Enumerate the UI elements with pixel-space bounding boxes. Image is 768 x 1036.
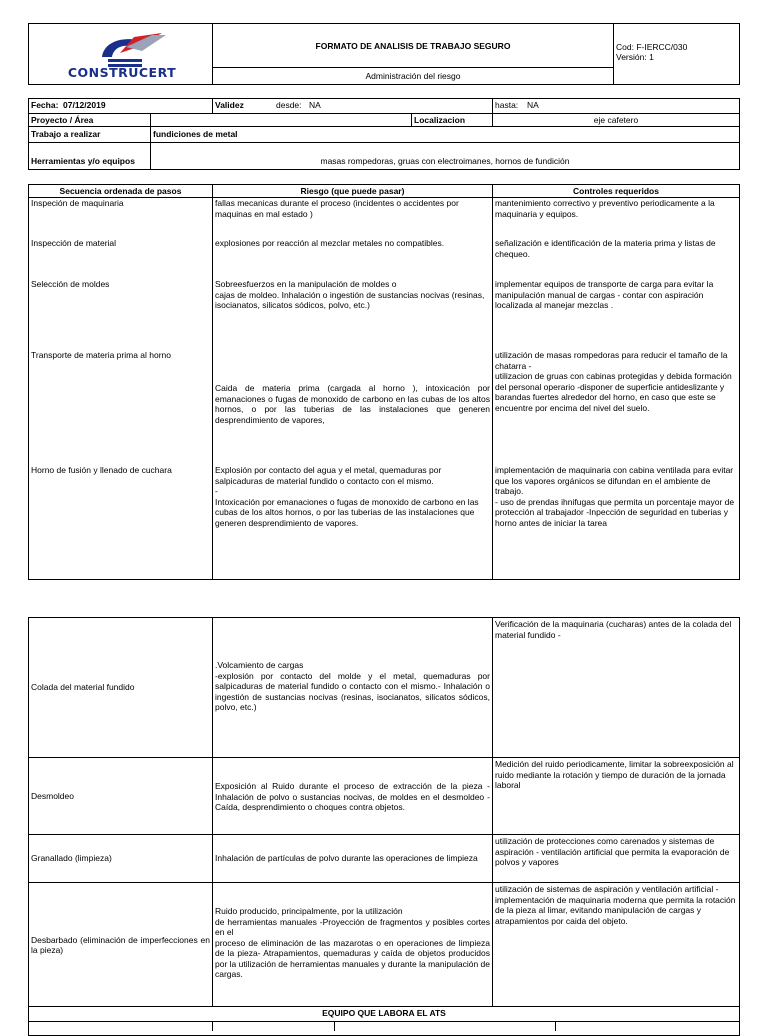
table-row-risk: explosiones por reacción al mezclar metales no compatibles. bbox=[215, 238, 445, 248]
table-row-risk: Caida de materia prima (cargada al horno ), intoxicación por emanaciones o fugas de monoxido de carbono en las cubas de los altos hornos, o por las tuberias de las instalaciones que generen desprendimiento de vapores, bbox=[215, 383, 490, 425]
table-row-step: Desbarbado (eliminación de imperfecciones en la pieza) bbox=[31, 934, 210, 955]
col-header-steps: Secuencia ordenada de pasos bbox=[59, 186, 182, 196]
table-row-risk: Inhalación de partículas de polvo durante las operaciones de limpieza bbox=[215, 853, 478, 864]
table-row-risk: fallas mecanicas durante el proceso (incidentes o accidentes por maquinas en mal estado ) bbox=[215, 198, 459, 219]
table-row-step: Granallado (limpieza) bbox=[31, 853, 112, 864]
table-row-step: Horno de fusión y llenado de cuchara bbox=[31, 465, 172, 475]
desde-label: desde: bbox=[276, 100, 302, 110]
table-row-controls: mantenimiento correctivo y preventivo periodicamente a la maquinaria y equipos. bbox=[495, 198, 715, 219]
document-version: Versión: 1 bbox=[616, 52, 654, 62]
localizacion-value: eje cafetero bbox=[593, 115, 639, 125]
table-row-risk: Exposición al Ruido durante el proceso de extracción de la pieza - Inhalación de polvo o sustancias nocivas, de moldes en el desmoldeo - Caída, desprendimiento o choques contra objetos. bbox=[215, 781, 490, 812]
table-row-controls: utilización de masas rompedoras para reducir el tamaño de la chatarra - utilizacion de gruas con cabinas protegidas y debida formación del personal operario -disponer de superficie antideslizante y barandas fuertes alrededor del horno, en caso que este se encuentre por encima del nivel del suelo. bbox=[495, 350, 732, 413]
hasta-value: NA bbox=[527, 100, 539, 110]
table-row-controls: señalización e identificación de la materia prima y listas de chequeo. bbox=[495, 238, 716, 259]
equipo-title: EQUIPO QUE LABORA EL ATS bbox=[322, 1008, 446, 1018]
document-subtitle: Administración del riesgo bbox=[365, 71, 461, 81]
document-title: FORMATO DE ANALISIS DE TRABAJO SEGURO bbox=[315, 41, 511, 51]
table-row-controls: utilización de protecciones como carenados y sistemas de aspiración - ventilación artificial que permita la evaporación de polvos y vapores bbox=[495, 836, 730, 867]
fecha-value: 07/12/2019 bbox=[63, 100, 106, 110]
herramientas-label: Herramientas y/o equipos bbox=[31, 156, 135, 166]
col-header-controls: Controles requeridos bbox=[573, 186, 659, 196]
fecha-label: Fecha: bbox=[31, 100, 59, 110]
table-row-risk: .Volcamiento de cargas -explosión por contacto del molde y el metal, quemaduras por salpicaduras de material fundido o contacto con el mismo.- Inhalación o ingestión de sustancias nocivas (resinas, isocianatos, silicatos sódicos, polvo, etc.) bbox=[215, 660, 490, 712]
herramientas-value: masas rompedoras, gruas con electroimanes, hornos de fundición bbox=[320, 156, 570, 166]
col-header-risk: Riesgo (que puede pasar) bbox=[300, 186, 405, 196]
table-row-step: Inspeción de maquinaria bbox=[31, 198, 124, 208]
validez-label: Validez bbox=[215, 100, 244, 110]
table-row-risk: Ruido producido, principalmente, por la utilización de herramientas manuales -Proyección de fragmentos y posibles cortes en el proceso de eliminación de las mazarotas o en operaciones de limpieza de la pieza- Atrapamientos, quemaduras y caída de objetos producidos por la utilización de herramientas manuales y durante la manipulación de cargas. bbox=[215, 906, 490, 979]
table-row-risk: Explosión por contacto del agua y el metal, quemaduras por salpicaduras de material fundido o contacto con el mismo. - Intoxicación por emanaciones o fugas de monoxido de carbono en las cubas de los altos hornos, o por las tuberias de las instalaciones que generen desprendimiento de vapores. bbox=[215, 465, 479, 528]
logo-text: CONSTRUCERT bbox=[67, 65, 177, 80]
table-row-step: Desmoldeo bbox=[31, 790, 74, 801]
table-row-controls: utilización de sistemas de aspiración y ventilación artificial - implementación de maquinaria moderna que permita la rotación de la pieza al limar, evitando manipulación de cargas y atrapamientos por caida del objeto. bbox=[495, 884, 736, 926]
table-row-step: Transporte de materia prima al horno bbox=[31, 350, 172, 360]
table-row-step: Colada del material fundido bbox=[31, 681, 135, 692]
table-row-step: Selección de moldes bbox=[31, 279, 110, 289]
table-row-controls: implementación de maquinaria con cabina ventilada para evitar que los vapores orgánicos se difundan en el ambiente de trabajo. - uso de prendas ihnifugas que permita un porcentaje mayor de protección al trabajador -Inpección de seguridad en tuberias y horno antes de iniciar la tarea bbox=[495, 465, 735, 528]
desde-value: NA bbox=[309, 100, 321, 110]
company-logo bbox=[42, 27, 202, 82]
trabajo-value: fundiciones de metal bbox=[153, 129, 238, 139]
proyecto-label: Proyecto / Área bbox=[31, 115, 94, 125]
table-row-controls: Medición del ruido periodicamente, limitar la sobreexposición al ruido mediante la rotación y tiempo de duración de la jornada laboral bbox=[495, 759, 734, 790]
table-row-step: Inspección de material bbox=[31, 238, 117, 248]
table-row-controls: implementar equipos de transporte de carga para evitar la manipulación manual de cargas - contar con aspiración localizada al manejar mezclas . bbox=[495, 279, 714, 310]
trabajo-label: Trabajo a realizar bbox=[31, 129, 101, 139]
document-code: Cod: F-IERCC/030 bbox=[616, 42, 688, 52]
localizacion-label: Localizacion bbox=[414, 115, 466, 125]
hasta-label: hasta: bbox=[495, 100, 519, 110]
table-row-risk: Sobreesfuerzos en la manipulación de moldes o cajas de moldeo. Inhalación o ingestión de sustancias nocivas (resinas, isocianatos, silicatos sódicos, polvo, etc.) bbox=[215, 279, 485, 310]
table-row-controls: Verificación de la maquinaria (cucharas) antes de la colada del material fundido - bbox=[495, 619, 732, 640]
